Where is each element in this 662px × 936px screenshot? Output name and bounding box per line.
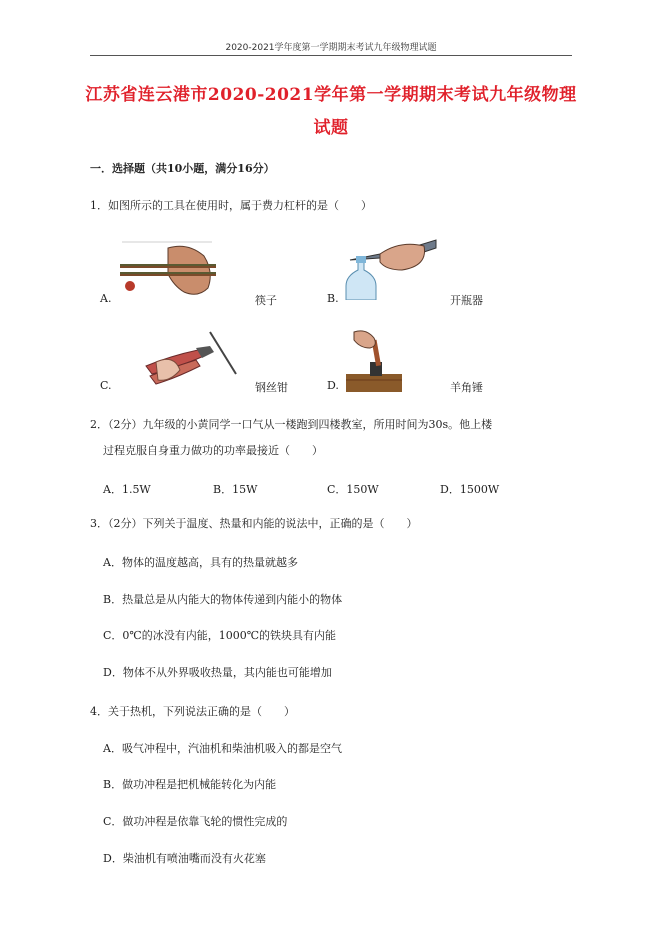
q3-option-a: A．物体的温度越高，具有的热量就越多 [103,556,298,569]
q2-option-b: B．15W [213,483,258,496]
doc-title-line2: 试题 [313,118,349,138]
q4-option-c: C．做功冲程是依靠飞轮的惯性完成的 [103,815,288,828]
q4-option-a: A．吸气冲程中，汽油机和柴油机吸入的都是空气 [103,742,342,755]
chopsticks-image [118,238,218,302]
q1-option-a-label: 筷子 [255,294,277,307]
q1-option-b-label: 开瓶器 [450,294,483,307]
q2-option-c: C．150W [327,483,379,496]
q2-stem-line2: 过程克服自身重力做功的功率最接近（ ） [103,444,323,457]
q2-option-d: D．1500W [440,483,500,496]
q4-option-b: B．做功冲程是把机械能转化为内能 [103,778,277,791]
pliers-image [140,328,240,392]
doc-title-line1: 江苏省连云港市2020-2021学年第一学期期末考试九年级物理 [85,85,577,105]
q1-option-b-letter: B. [327,292,339,305]
header-divider [90,55,572,56]
q2-option-a: A．1.5W [103,483,151,496]
q1-option-a-letter: A. [100,292,112,305]
claw-hammer-image [344,326,404,392]
q4-option-d: D．柴油机有喷油嘴而没有火花塞 [103,852,266,865]
section-heading: 一．选择题（共10小题，满分16分） [90,162,275,175]
q1-option-c-letter: C. [100,379,112,392]
bottle-opener-image [340,226,440,300]
q2-stem-line1: 2．（2分）九年级的小黄同学一口气从一楼跑到四楼教室，所用时间为30s。他上楼 [90,418,493,431]
q1-option-d-letter: D. [327,379,339,392]
q1-stem: 1．如图所示的工具在使用时，属于费力杠杆的是（ ） [90,199,372,212]
page-header: 2020-2021学年度第一学期期末考试九年级物理试题 [225,43,437,53]
q3-option-d: D．物体不从外界吸收热量，其内能也可能增加 [103,666,332,679]
q4-stem: 4．关于热机，下列说法正确的是（ ） [90,705,295,718]
q1-option-d-label: 羊角锤 [450,381,483,394]
q3-stem: 3．（2分）下列关于温度、热量和内能的说法中，正确的是（ ） [90,517,418,530]
q3-option-c: C．0℃的冰没有内能，1000℃的铁块具有内能 [103,629,337,642]
q3-option-b: B．热量总是从内能大的物体传递到内能小的物体 [103,593,343,606]
q1-option-c-label: 钢丝钳 [255,381,288,394]
